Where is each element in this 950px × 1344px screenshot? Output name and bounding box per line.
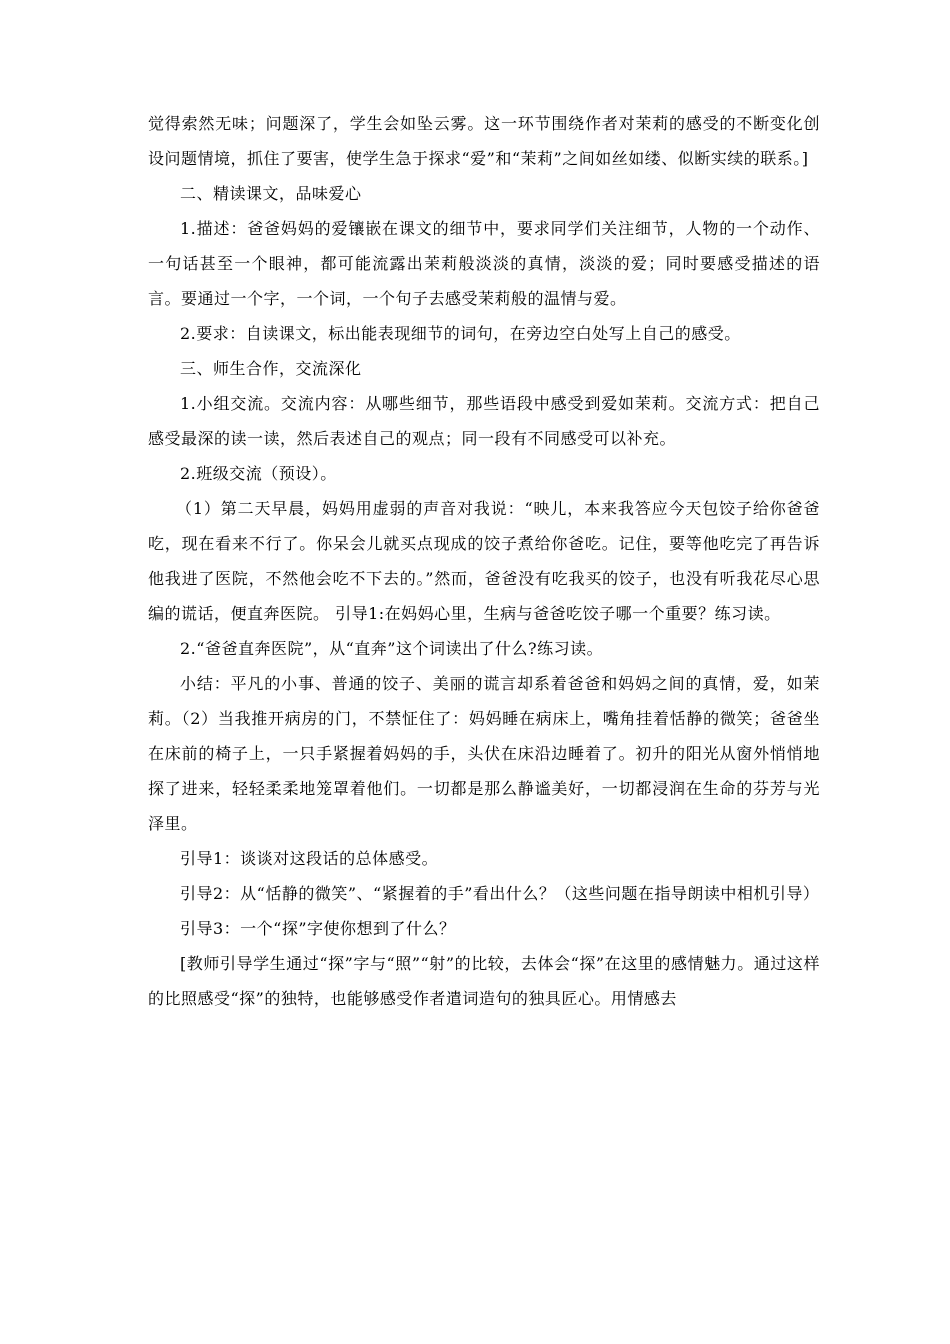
section-heading-intensive-reading: 二、精读课文，品味爱心	[180, 184, 362, 203]
paragraph-description: 1.描述：爸爸妈妈的爱镶嵌在课文的细节中，要求同学们关注细节，人物的一个动作、一句话甚至一个眼神，都可能流露出茉莉般淡淡的真情，淡淡的爱；同时要感受描述的语言。要通过一个字，一个词，一个句子去感受茉莉般的温情与爱。	[148, 219, 820, 308]
paragraph-direct-rush: 2.“爸爸直奔医院”，从“直奔”这个词读出了什么?练习读。	[180, 639, 604, 658]
document-body	[148, 106, 820, 1016]
paragraph-teacher-guidance: [教师引导学生通过“探”字与“照”“射”的比较，去体会“探”在这里的感情魅力。通过这样的比照感受“探”的独特，也能够感受作者遣词造句的独具匠心。用情感去	[148, 954, 820, 1008]
paragraph-class-discussion: 2.班级交流（预设）。	[180, 464, 337, 483]
paragraph-group-discussion: 1.小组交流。交流内容：从哪些细节，那些语段中感受到爱如茉莉。交流方式：把自己感受最深的读一读，然后表述自己的观点；同一段有不同感受可以补充。	[148, 394, 820, 448]
paragraph-guide-one: 引导1：谈谈对这段话的总体感受。	[180, 849, 439, 868]
paragraph-summary: 小结：平凡的小事、普通的饺子、美丽的谎言却系着爸爸和妈妈之间的真情，爱，如茉莉。（2）当我推开病房的门，不禁怔住了：妈妈睡在病床上，嘴角挂着恬静的微笑；爸爸坐在床前的椅子上，一只手紧握着妈妈的手，头伏在床沿边睡着了。初升的阳光从窗外悄悄地探了进来，轻轻柔柔地笼罩着他们。一切都是那么静谧美好，一切都浸润在生命的芬芳与光泽里。	[148, 674, 820, 833]
paragraph-guide-two: 引导2：从“恬静的微笑”、“紧握着的手”看出什么？（这些问题在指导朗读中相机引导）	[180, 884, 820, 903]
section-heading-cooperation: 三、师生合作，交流深化	[180, 359, 362, 378]
paragraph-continuation: 觉得索然无味；问题深了，学生会如坠云雾。这一环节围绕作者对茉莉的感受的不断变化创设问题情境，抓住了要害，使学生急于探求“爱”和“茉莉”之间如丝如缕、似断实续的联系。]	[148, 114, 820, 168]
paragraph-requirement: 2.要求：自读课文，标出能表现细节的词句，在旁边空白处写上自己的感受。	[180, 324, 741, 343]
paragraph-guide-three: 引导3：一个“探”字使你想到了什么？	[180, 919, 456, 938]
paragraph-example-one: （1）第二天早晨，妈妈用虚弱的声音对我说：“映儿，本来我答应今天包饺子给你爸爸吃，现在看来不行了。你呆会儿就买点现成的饺子煮给你爸吃。记住，要等他吃完了再告诉他我进了医院，不然他会吃不下去的。”然而，爸爸没有吃我买的饺子，也没有听我花尽心思编的谎话，便直奔医院。 引导1:在妈妈心里，生病与爸爸吃饺子哪一个重要？练习读。	[148, 499, 820, 623]
